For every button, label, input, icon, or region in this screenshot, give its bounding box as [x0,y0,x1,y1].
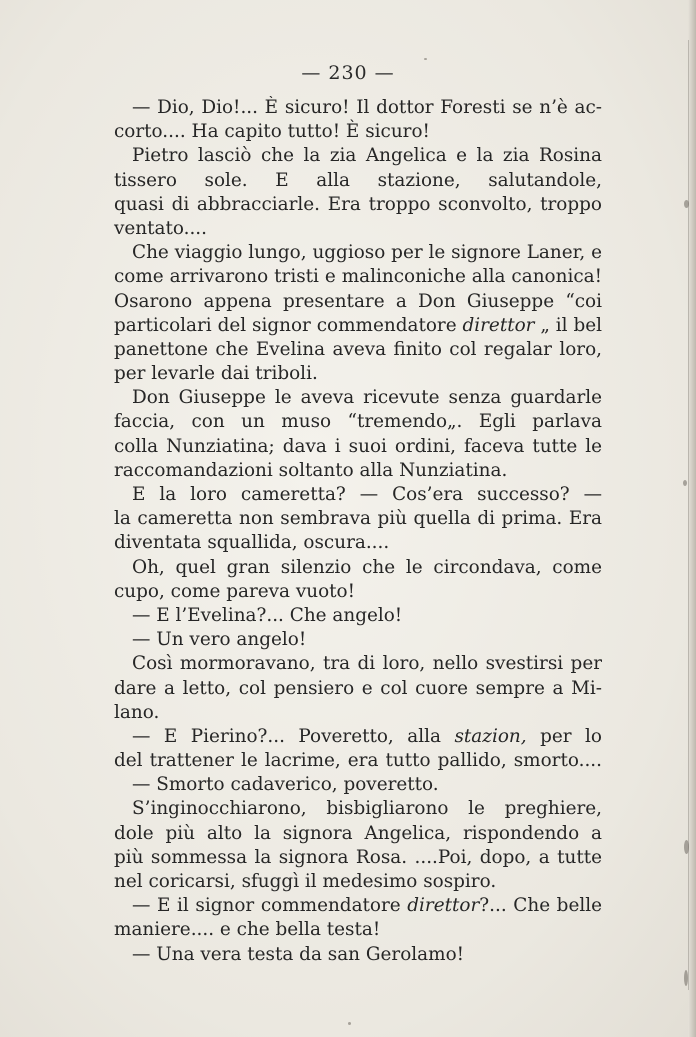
text-line: — Un vero angelo! [132,629,307,651]
text-segment: — E il signor commendatore [132,895,408,917]
body-text [114,96,602,967]
text-line: raccomandazioni soltanto alla Nunziatina. [114,459,508,481]
text-line: Che viaggio lungo, uggioso per le signore Laner, e [132,242,602,264]
text-line: S’inginocchiarono, bisbigliarono le preghiere, [132,798,602,820]
text-line: E la loro cameretta? — Cos’era successo? — [132,484,602,505]
text-line: colla Nunziatina; dava i suoi ordini, faceva tutte le [114,435,602,457]
text-segment: „ il bel [534,314,602,336]
text-line [114,314,602,338]
text-line: più sommessa la signora Rosa. ....Poi, dopo, a tutte [114,846,602,868]
text-segment: particolari del signor commendatore [114,314,463,336]
text-line: come arrivarono tristi e malinconiche alla canonica! [114,266,602,288]
text-line: faccia, con un muso “tremendo„. Egli parlava [114,411,602,433]
scan-speck [683,480,687,486]
text-line: — E l’Evelina?... Che angelo! [132,604,403,626]
page-edge [688,0,696,1037]
text-line: maniere.... e che bella testa! [114,919,381,941]
text-line: — Una vera testa da san Gerolamo! [132,943,465,965]
text-line: la cameretta non sembrava più quella di prima. Era [114,508,602,530]
text-line: nel coricarsi, sfuggì il medesimo sospiro. [114,871,497,892]
text-segment: — E Pierino?... Poveretto, alla [132,725,455,747]
scan-speck [424,58,427,60]
text-line: cupo, come pareva vuoto! [114,580,355,602]
text-line: ventato.... [114,217,207,239]
text-line: dole più alto la signora Angelica, rispondendo a [114,822,602,844]
text-line: lano. [114,701,160,723]
text-line: — Smorto cadaverico, poveretto. [132,774,439,796]
text-line: per levarle dai triboli. [114,363,318,385]
text-line: — Dio, Dio!... È sicuro! Il dottor Foresti se n’è ac- [132,97,602,118]
scan-speck [348,1022,351,1025]
text-line: Pietro lasciò che la zia Angelica e la zia Rosina [132,145,602,167]
italic-word: direttor [407,895,480,917]
scan-speck [684,200,689,208]
text-line [114,725,602,749]
page-number: — 230 — [301,62,395,84]
text-line: Don Giuseppe le aveva ricevute senza guardarle [132,387,602,409]
scan-speck [684,840,689,854]
text-segment: per lo [540,725,602,747]
text-line: quasi di abbracciarle. Era troppo sconvolto, troppo [114,193,602,215]
text-line: dare a letto, col pensiero e col cuore sempre a Mi- [114,677,602,699]
text-segment: ?... Che belle [479,895,602,917]
italic-word: stazion, [454,725,527,747]
text-line: panettone che Evelina aveva finito col regalar loro, [114,338,602,360]
text-line: diventata squallida, oscura.... [114,532,390,554]
scan-speck [684,970,688,986]
text-line: tissero sole. E alla stazione, salutandole, [114,169,602,191]
text-line [114,894,602,918]
text-line: del trattener le lacrime, era tutto pallido, smorto.... [114,750,602,772]
text-line: corto.... Ha capito tutto! È sicuro! [114,121,430,143]
text-line: Oh, quel gran silenzio che le circondava, come [132,556,602,578]
text-line: Osarono appena presentare a Don Giuseppe “coi [114,290,602,312]
text-line: Così mormoravano, tra di loro, nello svestirsi per [132,653,602,675]
italic-word: direttor [462,314,535,336]
